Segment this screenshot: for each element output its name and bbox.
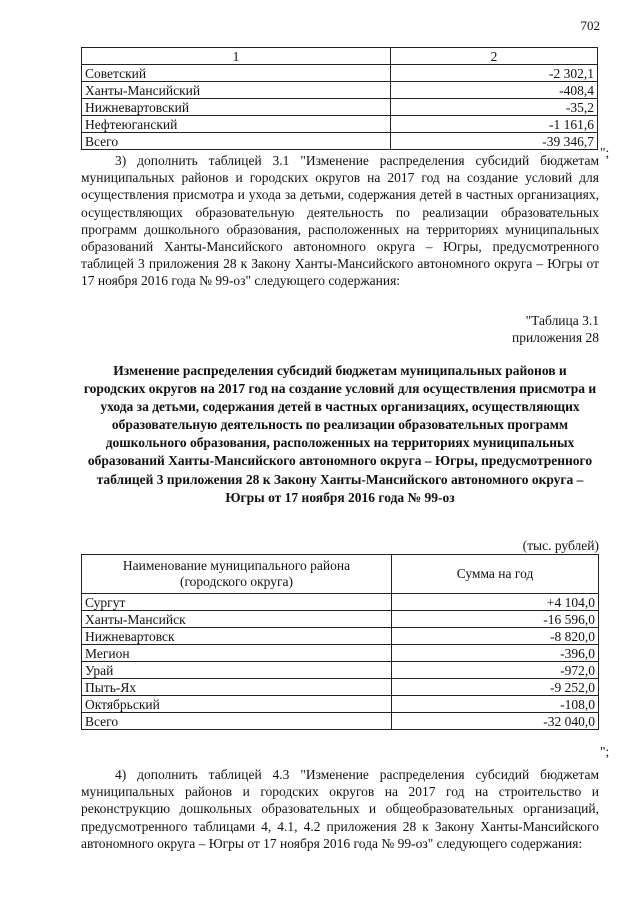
table-1-header-col-2: 2 [391, 48, 598, 65]
paragraph-4-number: 4) [115, 767, 127, 782]
row-value-cell: -972,0 [392, 662, 599, 679]
table-row [82, 116, 598, 133]
table-reference-line-2: приложения 28 [511, 330, 599, 345]
paragraph-4-text: дополнить таблицей 4.3 "Изменение распределения субсидий бюджетам муниципальных районов и городских округов на 2017 год на строительство и реконструкцию дошкольных образовательных и общеобразовательных организаций, предусмотренного таблицами 4, 4.1, 4.2 приложения 28 к Закону Ханты-Мансийского автономного округа – Югры от 17 ноября 2016 года № 99-оз" следующего содержания: [81, 767, 600, 851]
table-row [82, 611, 599, 628]
row-value-cell: -396,0 [392, 645, 599, 662]
table-2-closing-quote: "; [600, 744, 610, 759]
table-1-closing-quote: "; [600, 145, 610, 160]
table-row [82, 82, 598, 99]
paragraph-3 [81, 152, 599, 290]
table-row [82, 65, 598, 82]
total-value-cell: -39 346,7 [391, 133, 598, 150]
table-heading: Изменение распределения субсидий бюджетам муниципальных районов и городских округов на 2017 год на создание условий для осуществления присмотра и ухода за детьми, содержания детей в частных организациях, осуществляющих образовательную деятельность по реализации образовательных программ дошкольного образования, расположенных на территориях муниципальных образований Ханты-Мансийского автономного округа – Югры, предусмотренного таблицей 3 приложения 28 к Закону Ханты-Мансийского автономного округа – Югры от 17 ноября 2016 года № 99-оз [83, 363, 597, 505]
table-2-header-row [82, 555, 599, 594]
row-name-cell: Урай [82, 662, 392, 679]
paragraph-4 [81, 766, 599, 852]
paragraph-3-text: дополнить таблицей 3.1 "Изменение распределения субсидий бюджетам муниципальных районов и городских округов на 2017 год на создание условий для осуществления присмотра и ухода за детьми, содержания детей в частных организациях, осуществляющих образовательную деятельность по реализации образовательных программ дошкольного образования, расположенных на территориях муниципальных образований Ханты-Мансийского автономного округа – Югры, предусмотренного таблицей 3 приложения 28 к Закону Ханты-Мансийского автономного округа – Югры от 17 ноября 2016 года № 99-оз" следующего содержания: [81, 153, 600, 289]
table-row [82, 679, 599, 696]
table-row [82, 594, 599, 611]
unit-label: (тыс. рублей) [522, 538, 599, 553]
row-value-cell: +4 104,0 [392, 594, 599, 611]
row-name-cell: Ханты-Мансийск [82, 611, 392, 628]
row-name-cell: Октябрьский [82, 696, 392, 713]
total-row [82, 713, 599, 730]
row-value-cell: -408,4 [391, 82, 598, 99]
table-row [82, 662, 599, 679]
row-name-cell: Нижневартовск [82, 628, 392, 645]
row-value-cell: -2 302,1 [391, 65, 598, 82]
paragraph-3-number: 3) [115, 153, 127, 168]
table-1 [81, 47, 598, 150]
table-1-header-row [82, 48, 598, 65]
row-name-cell: Нефтеюганский [82, 116, 391, 133]
table-row [82, 628, 599, 645]
page-number: 702 [580, 18, 600, 33]
row-value-cell: -8 820,0 [392, 628, 599, 645]
table-2 [81, 554, 599, 730]
table-reference-line-1: "Таблица 3.1 [525, 313, 599, 328]
row-name-cell: Ханты-Мансийский [82, 82, 391, 99]
row-value-cell: -35,2 [391, 99, 598, 116]
row-name-cell: Нижневартовский [82, 99, 391, 116]
row-name-cell: Пыть-Ях [82, 679, 392, 696]
row-name-cell: Советский [82, 65, 391, 82]
total-row [82, 133, 598, 150]
table-2-header-name: Наименование муниципального района (городского округа) [82, 555, 392, 594]
row-name-cell: Сургут [82, 594, 392, 611]
row-name-cell: Мегион [82, 645, 392, 662]
row-value-cell: -1 161,6 [391, 116, 598, 133]
table-reference [470, 312, 599, 346]
row-value-cell: -108,0 [392, 696, 599, 713]
table-row [82, 645, 599, 662]
table-row [82, 99, 598, 116]
table-1-header-col-1: 1 [82, 48, 391, 65]
total-label-cell: Всего [82, 713, 392, 730]
row-value-cell: -16 596,0 [392, 611, 599, 628]
row-value-cell: -9 252,0 [392, 679, 599, 696]
total-value-cell: -32 040,0 [392, 713, 599, 730]
total-label-cell: Всего [82, 133, 391, 150]
table-2-header-sum: Сумма на год [392, 555, 599, 594]
table-row [82, 696, 599, 713]
